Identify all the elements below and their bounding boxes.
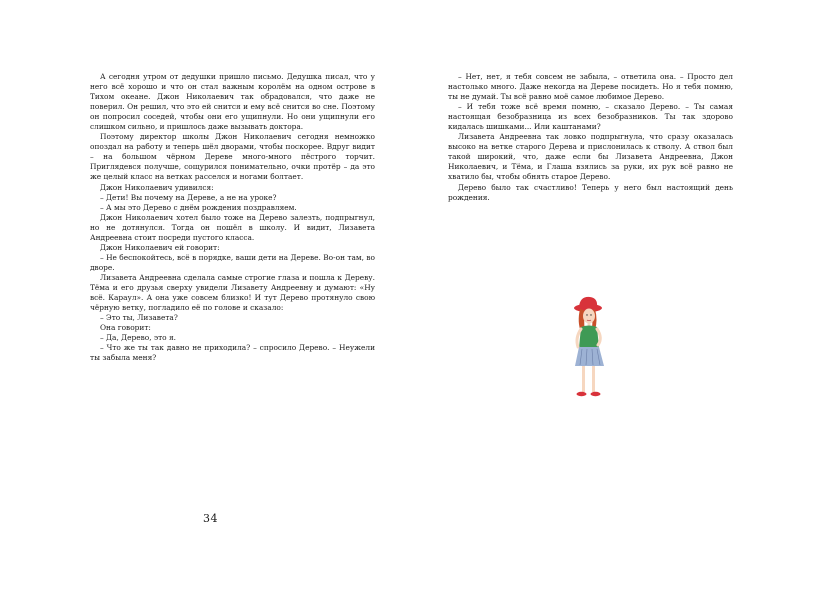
paragraph: Лизавета Андреевна так ловко подпрыгнула, что сразу оказалась высоко на ветке старого Дерева и прислонилась к стволу. А ствол был такой широкий, что, даже если бы Лизавета Андреевна, Джон Николаевич, и Тёма, и Глаша взялись за руки, их рук всё равно не хватило бы, чтобы обнять старое Дерево.	[448, 132, 733, 182]
paragraph: – Что же ты так давно не приходила? – спросило Дерево. – Неужели ты забыла меня?	[90, 343, 375, 363]
right-page-text	[448, 72, 733, 203]
paragraph: Поэтому директор школы Джон Николаевич сегодня немножко опоздал на работу и теперь шёл дворами, чтобы поскорее. Вдруг видит – на большом чёрном Дереве много-много пёстрого торчит. Приглядевся получше, сощурился понимательно, очки протёр – да это же целый класс на ветках расселся и ногами болтает.	[90, 132, 375, 182]
left-page-text	[90, 72, 375, 363]
paragraph: – Не беспокойтесь, всё в порядке, ваши дети на Дереве. Во-он там, во дворе.	[90, 252, 375, 272]
paragraph: Джон Николаевич хотел было тоже на Дерево залезть, подпрыгнул, но не дотянулся. Тогда он пошёл в школу. И видит, Лизавета Андреевна стоит посреди пустого класса.	[90, 212, 375, 242]
girl-in-red-hat-icon	[562, 292, 622, 404]
paragraph: Джон Николаевич удивился:	[100, 182, 214, 192]
paragraph: – Дети! Вы почему на Дереве, а не на уроке?	[100, 192, 277, 202]
paragraph: Лизавета Андреевна сделала самые строгие глаза и пошла к Дереву. Тёма и его друзья сверху увидели Лизавету Андреевну и думают: «Ну всё. Караул». А она уже совсем близко! И тут Дерево протянуло свою чёрную ветку, погладило её по голове и сказало:	[90, 272, 375, 313]
paragraph: Она говорит:	[100, 323, 151, 333]
page-number: 34	[203, 512, 218, 525]
paragraph: – А мы это Дерево с днём рождения поздравляем.	[100, 202, 297, 212]
paragraph: Дерево было так счастливо! Теперь у него был настоящий день рождения.	[448, 182, 733, 202]
paragraph: – Нет, нет, я тебя совсем не забыла, – ответила она. – Просто дел настолько много. Даже некогда на Дереве посидеть. Но я тебя помню, ты не думай. Ты всё равно моё самое любимое Дерево.	[448, 72, 733, 102]
illustration-svg	[562, 292, 622, 404]
paragraph: А сегодня утром от дедушки пришло письмо. Дедушка писал, что у него всё хорошо и что он стал важным королём на одном острове в Тихом океане. Джон Николаевич так обрадовался, что даже не поверил. Он решил, что это ей снится и ему всё снится во сне. Поэтому он попросил соседей, чтобы они его ущипнули. Но они ущипнули его слишком сильно, и пришлось даже вызывать доктора.	[90, 72, 375, 132]
paragraph: – Это ты, Лизавета?	[100, 313, 178, 323]
paragraph: – Да, Дерево, это я.	[100, 333, 176, 343]
paragraph: – И тебя тоже всё время помню, – сказало Дерево. – Ты самая настоящая безобразница из всех безобразников. Ты так здорово кидалась шишками... Или каштанами?	[448, 102, 733, 132]
paragraph: Джон Николаевич ей говорит:	[100, 242, 220, 252]
